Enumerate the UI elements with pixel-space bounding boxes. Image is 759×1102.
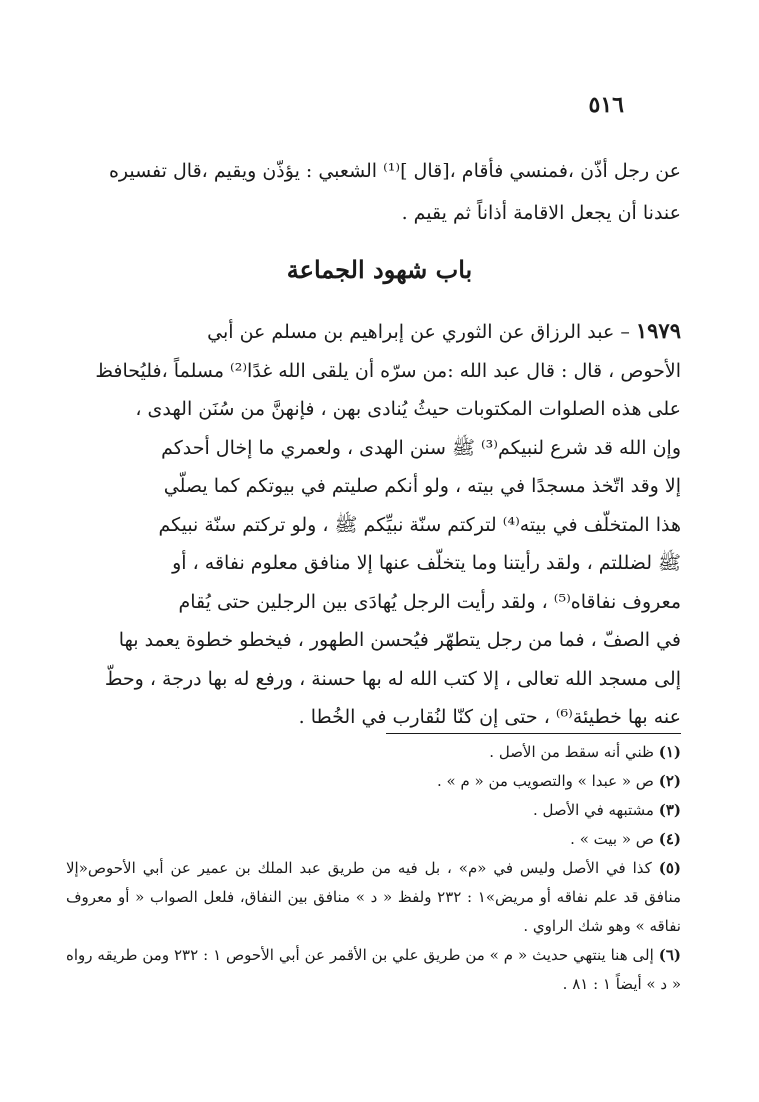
footnote-text: إلى هنا ينتهي حديث « م » من طريق علي بن الأقمر عن أبي الأحوص ١ : ٢٣٢ ومن طريقه رواه « د » أيضاً ١ : ٨١ . <box>66 946 681 993</box>
footnote-number: (٢) <box>658 772 681 790</box>
footnote-4 <box>66 825 681 854</box>
hadith-line: ﷺ لضللتم ، ولقد رأيتنا وما يتخلّف عنها إلا منافق معلوم نفاقه ، أو <box>172 552 681 574</box>
hadith-line: وإن الله قد شرع لنبيكم⁽³⁾ ﷺ سنن الهدى ، ولعمري ما إخال أحدكم <box>161 436 681 459</box>
footnote-text: ص « عبدا » والتصويب من « م » . <box>436 772 654 790</box>
footnote-6 <box>66 941 681 999</box>
footnote-text: مشتبهه في الأصل . <box>532 801 654 819</box>
intro-paragraph <box>66 150 681 234</box>
hadith-line-text: – عبد الرزاق عن الثوري عن إبراهيم بن مسلم عن أبي <box>207 321 630 343</box>
hadith-line: إلا وقد اتّخذ مسجدًا في بيته ، ولو أنكم صليتم في بيوتكم كما يصلّي <box>163 475 681 497</box>
footnote-number: (٤) <box>658 830 681 848</box>
footnote-number: (٥) <box>658 859 681 877</box>
hadith-line: معروف نفاقاه⁽⁵⁾ ، ولقد رأيت الرجل يُهادَى بين الرجلين حتى يُقام <box>178 590 681 613</box>
hadith-number: ١٩٧٩ <box>635 318 681 343</box>
hadith-line: في الصفّ ، فما من رجل يتطهّر فيُحسن الطهور ، فيخطو خطوة يعمد بها <box>118 629 681 651</box>
hadith-line: الأحوص ، قال : قال عبد الله :من سرّه أن يلقى الله غدًا⁽²⁾ مسلماً ،فليُحافظ <box>95 359 681 382</box>
footnote-number: (١) <box>658 743 681 761</box>
footnote-number: (٣) <box>658 801 681 819</box>
footnote-1 <box>66 738 681 767</box>
footnote-text: كذا في الأصل وليس في «م» ، بل فيه من طريق عبد الملك بن عمير عن أبي الأحوص«إلا منافق قد علم نفاقه أو مريض»١ : ٢٣٢ ولفظ « د » منافق بين النفاق، فلعل الصواب « أو معروف نفاقه » وهو شك الراوي . <box>66 859 682 935</box>
hadith-line <box>66 312 681 352</box>
footnote-text: ص « بيت » . <box>570 830 654 848</box>
footnotes <box>66 738 681 999</box>
hadith-line: هذا المتخلّف في بيته⁽⁴⁾ لتركتم سنّة نبيِّكم ﷺ ، ولو تركتم سنّة نبيكم <box>158 513 681 536</box>
intro-line: عندنا أن يجعل الاقامة أذاناً ثم يقيم . <box>401 202 681 224</box>
footnote-3 <box>66 796 681 825</box>
footnote-2 <box>66 767 681 796</box>
hadith-1979 <box>66 312 681 737</box>
page-number: ٥١٦ <box>588 92 624 118</box>
footnote-divider <box>386 733 681 734</box>
footnote-number: (٦) <box>658 946 681 964</box>
hadith-line: إلى مسجد الله تعالى ، إلا كتب الله له بها حسنة ، ورفع له بها درجة ، وحطّ <box>104 667 681 690</box>
section-title: باب شهود الجماعة <box>286 255 473 284</box>
hadith-line: عنه بها خطيئة⁽⁶⁾ ، حتى إن كنّا لنُقارب في الخُطا . <box>298 706 681 728</box>
footnote-text: ظني أنه سقط من الأصل . <box>489 743 654 761</box>
hadith-line: على هذه الصلوات المكتوبات حيثُ يُنادى بهن ، فإنهنَّ من سُنَن الهدى ، <box>135 398 681 420</box>
intro-line: عن رجل أذّن ،فمنسي فأقام ،[قال ]⁽¹⁾ الشعبي : يؤذّن ويقيم ،قال تفسيره <box>108 160 681 182</box>
footnote-5 <box>66 854 681 941</box>
